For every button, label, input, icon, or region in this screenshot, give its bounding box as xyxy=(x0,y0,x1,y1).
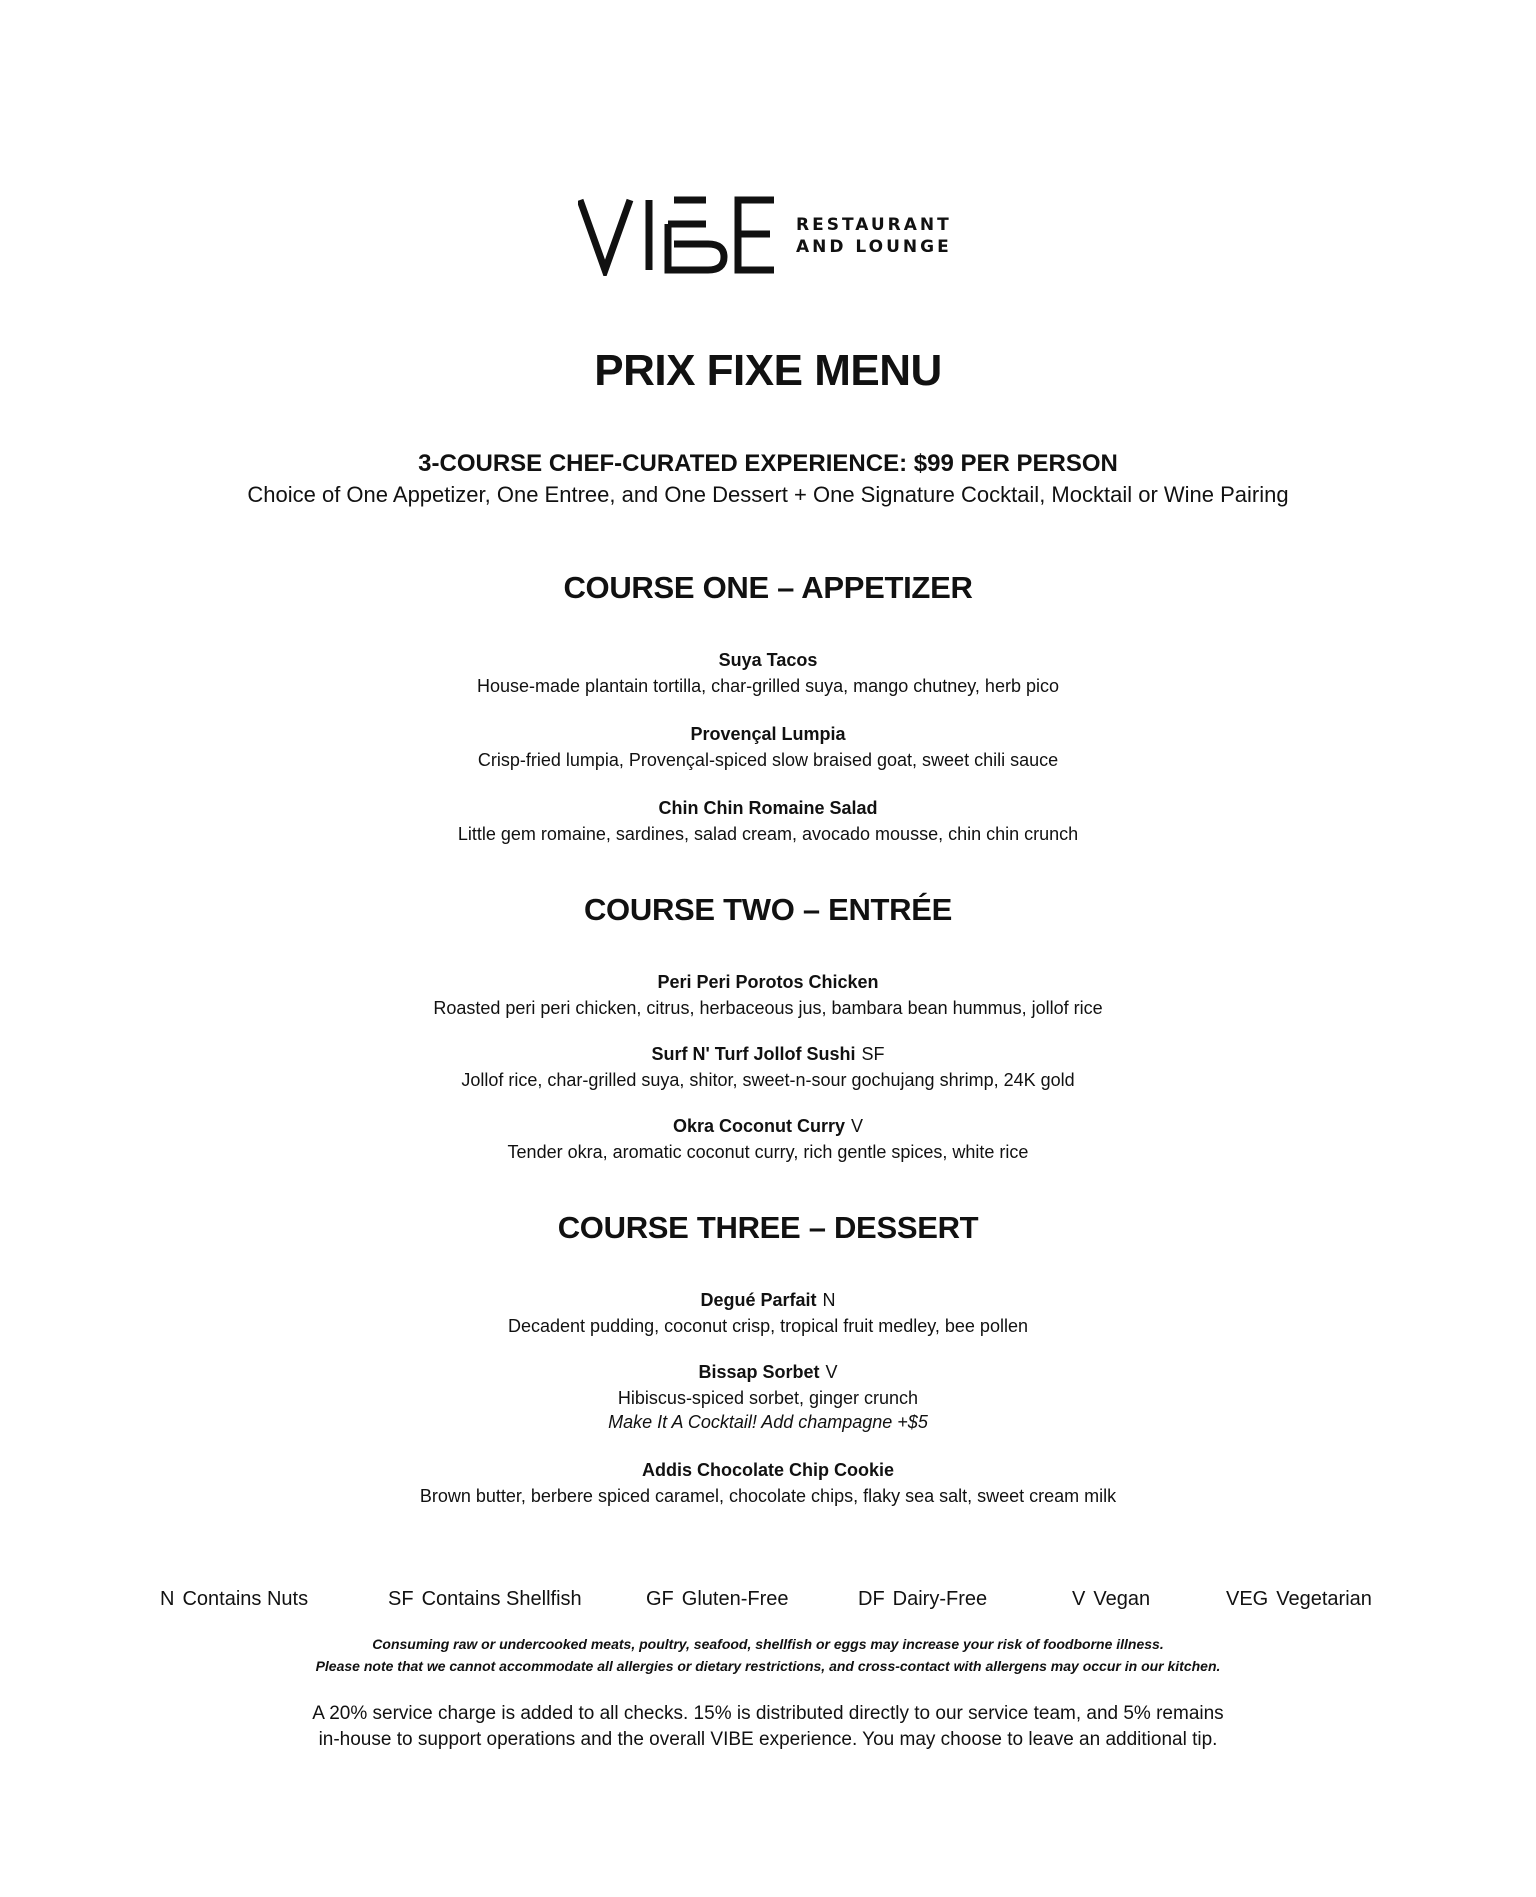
menu-item-description: Little gem romaine, sardines, salad cream, avocado mousse, chin chin crunch xyxy=(457,824,1079,844)
menu-title: PRIX FIXE MENU xyxy=(594,346,942,395)
menu-item-name: Chin Chin Romaine Salad xyxy=(658,798,878,818)
menu-item-description: House-made plantain tortilla, char-grilled suya, mango chutney, herb pico xyxy=(477,676,1059,696)
menu-item-description: Brown butter, berbere spiced caramel, chocolate chips, flaky sea salt, sweet cream milk xyxy=(419,1486,1117,1506)
dietary-legend xyxy=(0,1588,1536,1618)
legend-item-vegetarian: VEG Vegetarian xyxy=(1226,1588,1372,1610)
menu-item-note: Make It A Cocktail! Add champagne +$5 xyxy=(608,1412,928,1432)
logo-line-2: AND LOUNGE xyxy=(796,237,952,257)
menu-item-description: Roasted peri peri chicken, citrus, herbaceous jus, bambara bean hummus, jollof rice xyxy=(433,998,1103,1018)
offer-headline: 3-COURSE CHEF-CURATED EXPERIENCE: $99 PER PERSON xyxy=(418,450,1118,477)
legend-item-gluten-free: GF Gluten-Free xyxy=(646,1588,789,1610)
restaurant-logo xyxy=(578,196,958,276)
service-charge-line-2: in-house to support operations and the overall VIBE experience. You may choose to leave an additional tip. xyxy=(318,1729,1218,1750)
legend-item-vegan: V Vegan xyxy=(1072,1588,1151,1610)
dietary-tag: SF xyxy=(861,1044,885,1064)
course-heading-dessert: COURSE THREE – DESSERT xyxy=(557,1210,979,1245)
menu-item-description: Hibiscus-spiced sorbet, ginger crunch xyxy=(617,1388,919,1408)
legend-item-shellfish: SF Contains Shellfish xyxy=(388,1588,582,1610)
menu-item-description: Crisp-fried lumpia, Provençal-spiced slow braised goat, sweet chili sauce xyxy=(477,750,1059,770)
menu-item-description: Jollof rice, char-grilled suya, shitor, sweet-n-sour gochujang shrimp, 24K gold xyxy=(461,1070,1075,1090)
menu-item-name: Degué Parfait N xyxy=(700,1290,836,1310)
dietary-tag: V xyxy=(851,1116,864,1136)
menu-item-description: Decadent pudding, coconut crisp, tropical fruit medley, bee pollen xyxy=(508,1316,1028,1336)
service-charge-line-1: A 20% service charge is added to all checks. 15% is distributed directly to our service team, and 5% remains xyxy=(312,1703,1224,1724)
offer-description: Choice of One Appetizer, One Entree, and One Dessert + One Signature Cocktail, Mocktail or Wine Pairing xyxy=(247,482,1289,507)
menu-item-name: Addis Chocolate Chip Cookie xyxy=(641,1460,895,1480)
menu-item-name: Surf N' Turf Jollof Sushi SF xyxy=(651,1044,885,1064)
legend-item-nuts: N Contains Nuts xyxy=(160,1588,309,1610)
allergy-warning: Please note that we cannot accommodate all allergies or dietary restrictions, and cross-contact with allergens may occur in our kitchen. xyxy=(315,1658,1221,1674)
legend-item-dairy-free: DF Dairy-Free xyxy=(858,1588,988,1610)
menu-item-name: Peri Peri Porotos Chicken xyxy=(657,972,879,992)
menu-item-name: Provençal Lumpia xyxy=(690,724,846,744)
menu-item-name: Bissap Sorbet V xyxy=(698,1362,838,1382)
menu-item-name: Suya Tacos xyxy=(718,650,818,670)
menu-item-name: Okra Coconut Curry V xyxy=(672,1116,864,1136)
menu-item-description: Tender okra, aromatic coconut curry, rich gentle spices, white rice xyxy=(507,1142,1029,1162)
logo-subtitle xyxy=(796,214,952,258)
food-safety-warning: Consuming raw or undercooked meats, poultry, seafood, shellfish or eggs may increase your risk of foodborne illness. xyxy=(372,1636,1164,1652)
course-heading-appetizer: COURSE ONE – APPETIZER xyxy=(563,570,973,605)
dietary-tag: V xyxy=(825,1362,838,1382)
dietary-tag: N xyxy=(822,1290,836,1310)
vibe-wordmark-logo xyxy=(578,196,788,276)
logo-line-1: RESTAURANT xyxy=(796,215,952,235)
course-heading-entree: COURSE TWO – ENTRÉE xyxy=(583,892,953,927)
